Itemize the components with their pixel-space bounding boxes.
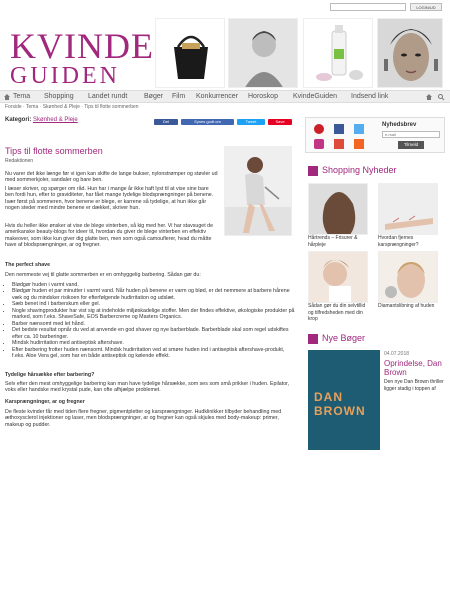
shopping-item-image[interactable] [308,183,368,235]
newsletter-email-input[interactable] [382,131,440,138]
header-woman-image[interactable] [228,18,298,88]
shopping-item-image[interactable] [308,251,368,303]
shopping-news-title: Shopping Nyheder [322,165,397,175]
facebook-icon[interactable] [334,124,344,134]
article-title: Tips til flotte sommerben [5,146,103,156]
nav-item-konkurrencer[interactable]: Konkurrencer [196,93,239,100]
shopping-item[interactable] [378,251,438,310]
nav-item-film[interactable]: Film [172,93,186,100]
article-paragraph: Hvis du heller ikke ønsker at vise de blege vinterben, så kig med her. Vi har stavsuget de amerikanske beauty-blogs for ideer til, hvordan du giver de blege vinterben en effektiv makeover, som ikke kun giver dig glatte ben, men som også camouflerer, hvad du måtte have af blodsprængninger, ar og fregner. [5,223,214,249]
search-input[interactable] [330,3,406,11]
googleplus-icon[interactable] [334,139,344,149]
shopping-item-image[interactable] [378,183,438,235]
category-label: Kategori: [5,117,32,123]
article-paragraph: De fleste kvinder får med tiden flere fregner, pigmentpletter og karsprængninger. Hudklinikker tilbyder behandling med æthoxysclerol injektioner og laser, men blodsprængninger, ar og fregner kan også skjules med body-makeup: primer, makeup og pudder. [5,409,282,428]
logo-line1[interactable]: KVINDE [10,26,154,66]
nav-item-horoskop[interactable]: Horoskop [248,93,278,100]
header-cosmetics-image[interactable] [303,18,373,88]
shopping-item[interactable] [308,183,368,248]
list-item: • Mindsk hudirritation med antiseptisk aftershave. [12,340,295,346]
shopping-item-label[interactable]: Hårtrends – Frisurer & hårpleje [308,235,358,248]
login-button[interactable]: LOGIN/UD [410,3,442,11]
article-intro: Nu varer det ikke længe før vi igen kan skifte de lange bukser, nylonstrømper og støvler ud med sommerkjoler, sandaler og bare ben. [5,171,218,184]
instagram-icon[interactable] [314,139,324,149]
book-icon [308,334,318,344]
logo-line2[interactable]: GUIDEN [10,63,120,89]
list-item: • Blødgør huden et par minutter i varmt vand. Når huden på benene er varm og blød, er det nemmere at barbere hårene væk og du mindsker risikoen for efterfølgende hudirritation og udslæt. [12,288,295,301]
nav-item-indsend-link[interactable]: Indsend link [351,93,389,100]
shopping-item-label[interactable]: Sådan gør du din selvtillid og tilfredsheden med din krop [308,303,366,322]
shopping-item-label[interactable]: Hvordan fjernes karsprængninger? [378,235,419,248]
nav-item-boger[interactable]: Bøger [144,93,164,100]
category-link[interactable]: Skønhed & Pleje [33,117,78,123]
article-paragraph: Selv efter den mest omhyggelige barbering kan man have tydelige hårsække, som ses som små prikker i huden. Epilator, voks eller handske med krystal pude, kan ofte afhjælpe problemet. [5,381,290,394]
newsletter-submit-button[interactable]: Tilmeld [398,141,424,149]
book-cover[interactable] [308,350,380,450]
article-paragraph: Den nemmeste vej til glatte sommerben er en omhyggelig barbering. Sådan gør du: [5,272,201,278]
facebook-like-button[interactable]: Synes godt om [181,119,234,125]
list-item: • Barber nænsomt med let hånd. [12,321,295,327]
twitter-icon[interactable] [354,124,364,134]
article-subheading: The perfect shave [5,262,51,268]
pinterest-save-button[interactable]: Save [268,119,292,125]
list-item: • Blødgør huden i varmt vand. [12,282,295,288]
article-image [224,146,292,236]
article-byline: Redaktionen [5,158,34,164]
shave-tips-list [12,282,295,359]
article-subheading: Karsprængninger, ar og fregner [5,399,85,405]
shopping-item[interactable] [308,251,368,323]
article-subheading: Tydelige hårsække efter barbering? [5,372,95,378]
list-item: • Efter barbering frotter huden nænsomt. Mindsk hudirritation ved at smøre huden ind i antiseptisk aftershave-produkt, f.eks. Aloe Vera gel, som har en både antiseptisk og kølende effekt. [12,347,295,360]
rss-icon[interactable] [354,139,364,149]
main-nav [0,90,450,103]
pinterest-icon[interactable] [314,124,324,134]
new-books-title: Nye Bøger [322,333,366,343]
social-newsletter-box [305,117,445,153]
article-paragraph: I læser skriver, og spørger om råd. Hun har i mange år ikke haft lyst til at vise sine bare ben fordi hun, efter to graviditeter, har fået mange tydelige blodsprængninger på benene. Især først på sommeren, hvor benene er blege, er karrene så tydelige, at hun ikke går nogen steder med mindre benene er dækket, skriver hun. [5,186,214,212]
shopping-item[interactable] [378,183,438,248]
top-bar [0,0,450,14]
book-title[interactable]: Oprindelse, Dan Brown [384,359,442,377]
shopping-bag-icon [308,166,318,176]
book-description: Den nye Dan Brown thriller ligger stadig i toppen af [384,379,444,392]
header-face-image[interactable] [377,18,443,88]
tweet-button[interactable]: Tweet [237,119,265,125]
header-product-image[interactable] [155,18,225,88]
list-item: • Det bedste resultat opnår du ved at anvende en god shaver og nye barberblade. Barberblade skal som regel udskiftes efter ca. 10 barberinger. [12,327,295,340]
facebook-share-button[interactable]: Del [154,119,178,125]
newsletter-title: Nyhedsbrev [382,122,417,128]
shopping-item-label[interactable]: Diamantslibning af huden [378,303,435,309]
nav-home-icon[interactable] [425,91,433,108]
book-cover-author: DAN BROWN [314,390,366,418]
nav-item-tema[interactable]: Tema [13,93,31,100]
nav-search-icon[interactable] [437,91,445,108]
book-date: 04.07.2018 [384,351,410,357]
header [0,14,450,90]
nav-item-kvindeguiden[interactable]: KvindeGuiden [293,93,337,100]
nav-item-landet-rundt[interactable]: Landet rundt [88,93,128,100]
list-item: • Nogle shavingprodukter har vist sig at indeholde miljøskadelige stoffer. Men der findes effektive, økologiske produkter på marked, som f.eks. ShaveSafe, EOS Barbercreme og Masters Organics. [12,308,295,321]
breadcrumb[interactable]: Forside · Tema · Skønhed & Pleje · Tips til flotte sommerben [5,104,139,110]
list-item: • Sæb benet ind i barberskum eller gel. [12,301,295,307]
nav-item-shopping[interactable]: Shopping [44,93,74,100]
shopping-item-image[interactable] [378,251,438,303]
